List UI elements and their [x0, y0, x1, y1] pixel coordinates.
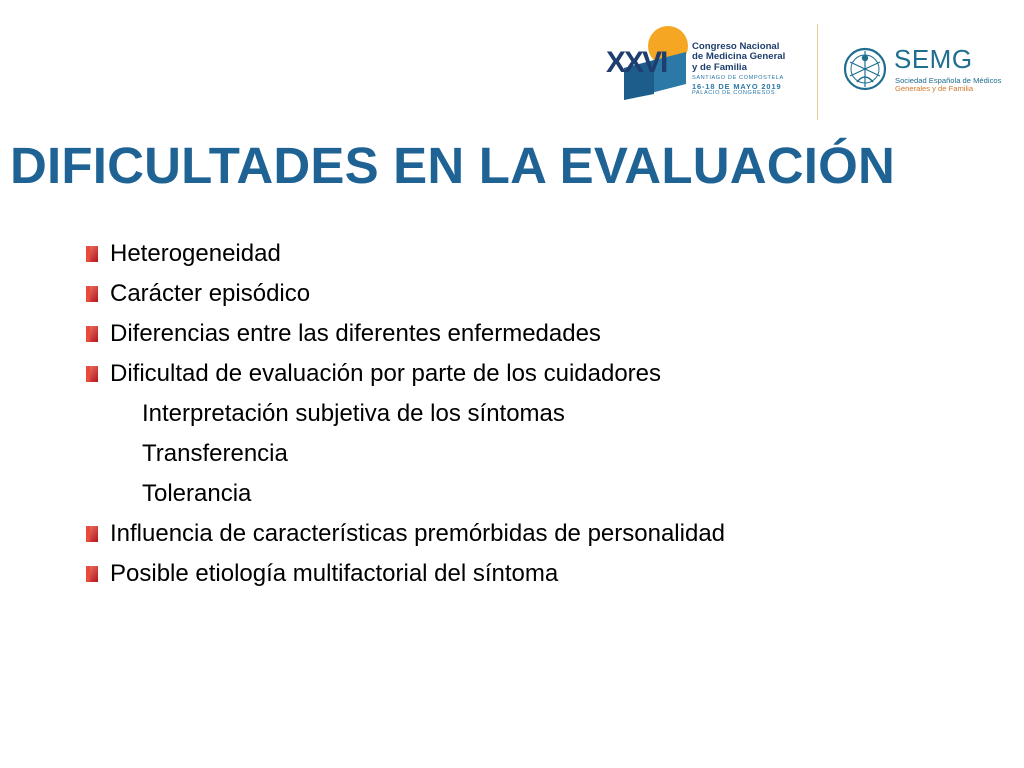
semg-subtitle-line-2: Generales y de Familia [895, 84, 974, 93]
list-subitem-text: Interpretación subjetiva de los síntomas [142, 400, 565, 427]
list-item-text: Dificultad de evaluación por parte de los cuidadores [110, 360, 662, 387]
list-item-text: Heterogeneidad [110, 240, 281, 267]
bullet-icon [84, 285, 100, 303]
list-item-text: Carácter episódico [110, 280, 311, 307]
congress-line-1: Congreso Nacional [692, 41, 780, 52]
bullet-icon [84, 365, 100, 383]
congress-dates: 16-18 DE MAYO 2019 [692, 81, 782, 91]
semg-subtitle-line-1: Sociedad Española de Médicos [895, 76, 1002, 85]
congress-venue: PALACIO DE CONGRESOS [692, 90, 776, 97]
list-subitem-text: Transferencia [142, 440, 288, 467]
slide-title: DIFICULTADES EN LA EVALUACIÓN [10, 137, 896, 194]
bullet-icon [84, 325, 100, 343]
list-item-text: Posible etiología multifactorial del síntoma [110, 560, 559, 587]
congress-logo [604, 24, 800, 108]
congress-line-2: de Medicina General [692, 51, 786, 63]
semg-emblem-icon [842, 46, 888, 92]
congress-emblem-icon [604, 24, 704, 104]
congress-text [692, 42, 802, 97]
list-item-text: Influencia de características premórbidas de personalidad [110, 520, 726, 547]
logo-divider [817, 24, 818, 120]
bullet-icon [84, 525, 100, 543]
congress-line-3: y de Familia [692, 61, 747, 73]
bullet-icon [84, 245, 100, 263]
congress-numeral: XXVI [606, 46, 667, 79]
list-subitem-text: Tolerancia [142, 480, 252, 507]
list-item-text: Diferencias entre las diferentes enfermedades [110, 320, 601, 347]
bullet-icon [84, 565, 100, 583]
semg-name: SEMG [894, 44, 973, 74]
congress-place: SANTIAGO DE COMPOSTELA [692, 75, 784, 82]
semg-logo [842, 44, 1002, 98]
